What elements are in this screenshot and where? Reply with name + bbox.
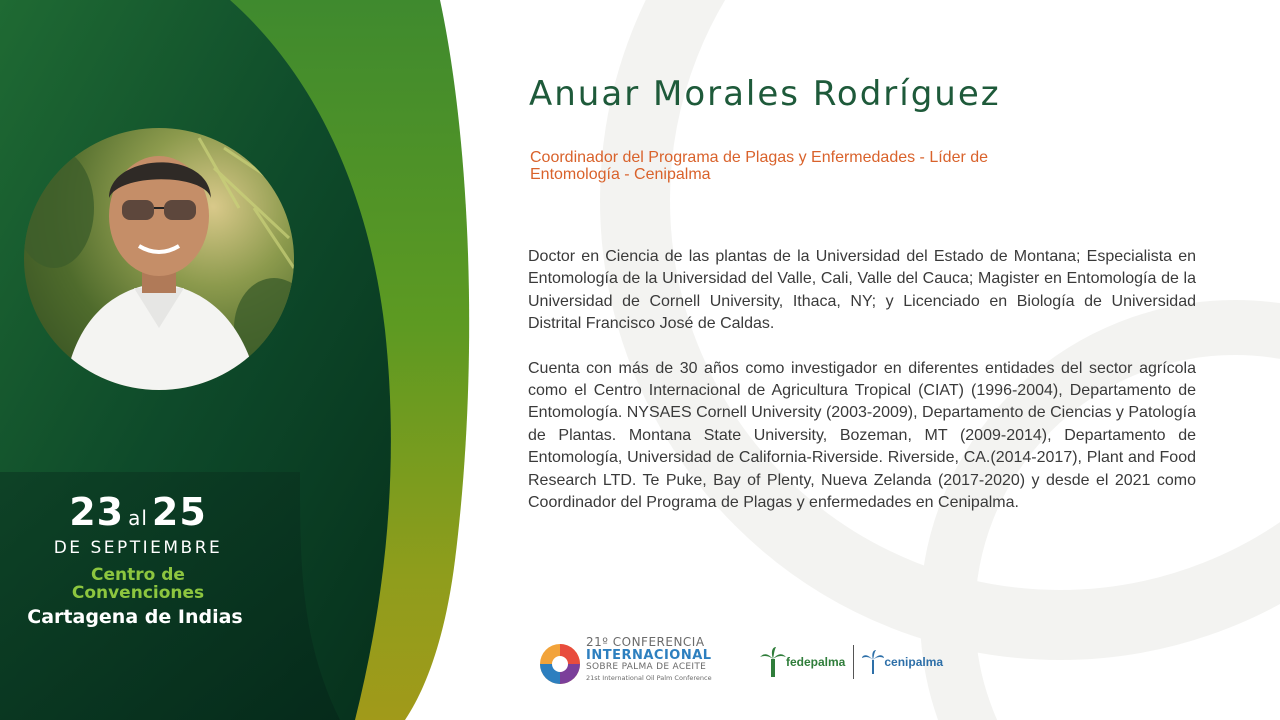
cenipalma-logo-text: cenipalma [884, 655, 944, 669]
event-month: DE SEPTIEMBRE [53, 538, 223, 558]
conference-line-3: SOBRE PALMA DE ACEITE [586, 662, 707, 672]
conference-line-4: 21st International Oil Palm Conference [586, 674, 712, 682]
speaker-bio [528, 246, 1196, 536]
fedepalma-logo-text: fedepalma [786, 655, 846, 669]
conference-line-1: 21º CONFERENCIA [586, 635, 705, 649]
conference-logo-text [586, 636, 736, 682]
speaker-name: Anuar Morales Rodríguez [529, 74, 1001, 114]
date-connector: al [128, 506, 148, 530]
logo-divider [853, 645, 854, 679]
venue-line-1: Centro de [91, 565, 185, 585]
bio-paragraph: Doctor en Ciencia de las plantas de la Universidad del Estado de Montana; Especialista en Entomología de la Universidad del Valle, Cali, Valle del Cauca; Magister en Entomología de la Universidad de Cornell University, Ithaca, NY; y Licenciado en Biología de Universidad Distrital Francisco José de Caldas. [528, 248, 1196, 333]
speaker-photo [24, 128, 294, 390]
event-city: Cartagena de Indias [27, 606, 243, 628]
palm-tree-icon [760, 647, 786, 677]
conference-line-2: INTERNACIONAL [586, 648, 712, 663]
event-date-block [28, 492, 248, 628]
event-dates [28, 492, 248, 538]
conference-swirl-icon [538, 642, 582, 686]
date-end: 25 [151, 490, 207, 534]
palm-leaf-icon [862, 650, 884, 674]
bio-paragraph: Cuenta con más de 30 años como investigador en diferentes entidades del sector agrícola como el Centro Internacional de Agricultura Tropical (CIAT) (1996-2004), Departamento de Entomología. NYSAES Cornell University (2003-2009), Departamento de Ciencias y Patología de Plantas. Montana State University, Bozeman, MT (2009-2014), Departamento de Entomología, Universidad de California-Riverside. Riverside, CA.(2014-2017), Plant and Food Research LTD. Te Puke, Bay of Plenty, Nueva Zelanda (2017-2020) y desde el 2021 como Coordinador del Programa de Plagas y enfermedades en Cenipalma. [528, 359, 1196, 512]
conference-logo [538, 636, 738, 688]
venue-line-2: Convenciones [71, 583, 205, 603]
speaker-role: Coordinador del Programa de Plagas y Enfermedades - Líder de Entomología - Cenipalma [530, 149, 989, 183]
partner-logos [760, 644, 943, 680]
event-venue [28, 566, 248, 602]
date-start: 23 [69, 490, 125, 534]
